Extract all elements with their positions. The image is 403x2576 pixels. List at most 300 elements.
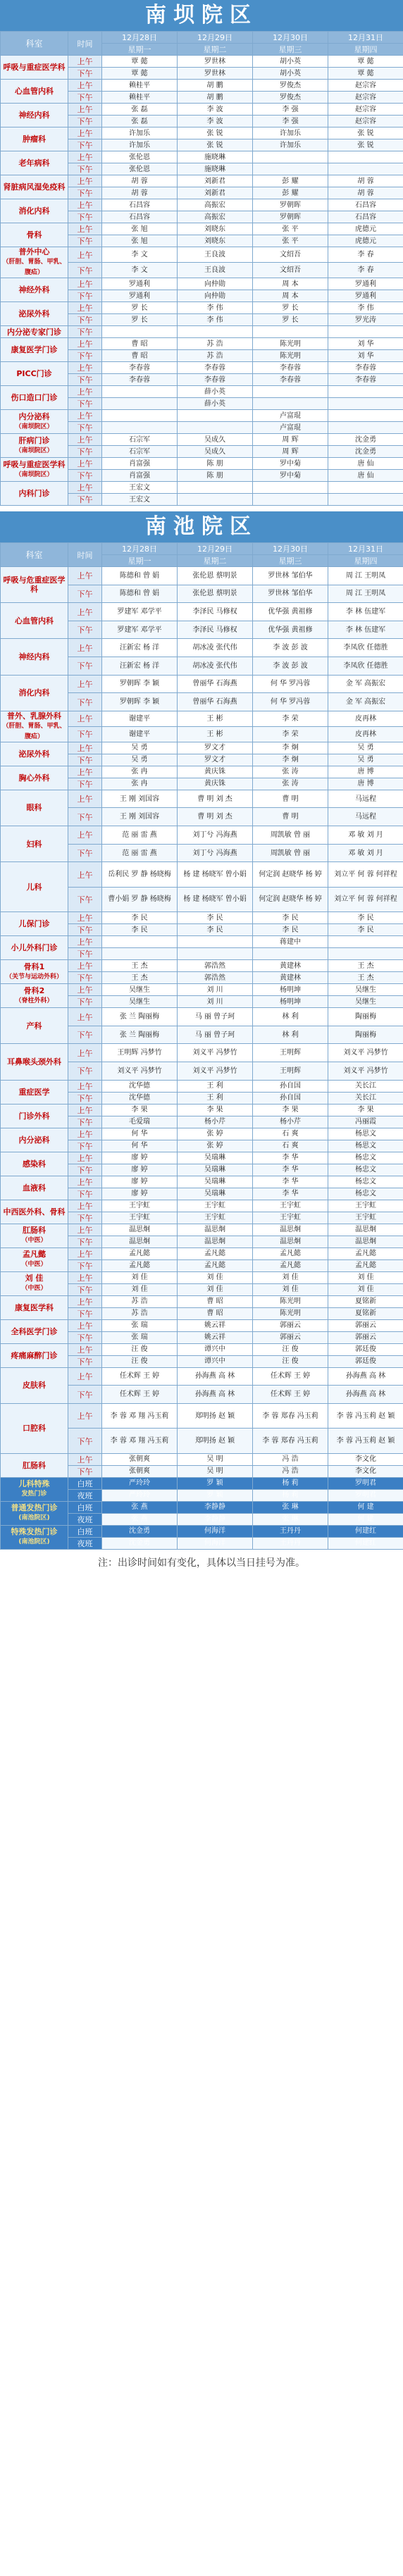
doctor-cell: 罗文才 [178, 742, 253, 754]
doctor-cell: 周 本 [253, 278, 328, 290]
doctor-cell: 孟凡懿 [328, 1247, 403, 1259]
doctor-cell: 王 利 [178, 1092, 253, 1104]
department-label: 耳鼻喉头颈外科 [7, 1057, 61, 1067]
doctor-cell: 石昌容 [102, 199, 178, 211]
doctor-cell: 冯丽霞 [328, 1116, 403, 1128]
department-label: 神经内科 [18, 652, 50, 662]
department-label: 肿瘤科 [23, 135, 46, 144]
doctor-cell: 严玲玲 [102, 1489, 178, 1501]
doctor-cell [328, 948, 403, 960]
time-slot: 上午 [68, 1200, 102, 1212]
doctor-cell: 薛小英 [178, 386, 253, 398]
date-header: 12月28日 [102, 543, 178, 555]
department-label: 心血管内科 [15, 616, 54, 626]
doctor-cell: 廖 婷 [102, 1152, 178, 1164]
department-name [1, 458, 68, 482]
time-slot: 下午 [68, 1355, 102, 1367]
doctor-cell: 岳利民 罗 静 杨晓梅 [102, 862, 178, 887]
doctor-cell: 李 荣 [253, 711, 328, 726]
time-slot: 上午 [68, 1343, 102, 1355]
doctor-cell: 曹 昭 [102, 350, 178, 362]
department-sublabel: （脊柱外科） [15, 997, 54, 1004]
doctor-cell: 陈光明 [253, 1295, 328, 1307]
doctor-cell [102, 398, 178, 410]
doctor-cell [102, 410, 178, 422]
time-slot: 上午 [68, 1271, 102, 1283]
schedule-row [1, 151, 403, 163]
time-slot: 上午 [68, 1319, 102, 1331]
doctor-cell: 王宏文 [102, 494, 178, 506]
doctor-cell: 优华强 黄祖修 [253, 621, 328, 639]
doctor-cell: 李静静 [178, 1501, 253, 1513]
department-name [1, 984, 68, 1008]
footer-note: 注：出诊时间如有变化，具体以当日挂号为准。 [98, 1557, 305, 1569]
doctor-cell: 刘 佳 [178, 1283, 253, 1295]
time-slot: 下午 [68, 1259, 102, 1271]
time-slot: 上午 [68, 410, 102, 422]
doctor-cell: 彭 耀 [253, 187, 328, 199]
doctor-cell: 张朝爽 [102, 1465, 178, 1477]
doctor-cell: 王 杰 [102, 972, 178, 984]
doctor-cell [328, 151, 403, 163]
doctor-cell: 周 本 [253, 290, 328, 302]
department-name [1, 826, 68, 862]
doctor-cell: 张 锐 [328, 139, 403, 151]
department-sublabel: （南坝院区） [15, 471, 54, 478]
schedule-row [1, 1271, 403, 1283]
doctor-cell: 孟凡懿 [178, 1259, 253, 1271]
doctor-cell: 石昌容 [328, 211, 403, 223]
doctor-cell: 覃 懿 [102, 68, 178, 80]
department-sublabel: （关节与运动外科） [5, 973, 63, 981]
department-sublabel: （中医） [21, 1237, 47, 1245]
doctor-cell [253, 398, 328, 410]
doctor-cell: 温思炯 [178, 1224, 253, 1236]
doctor-cell: 张朝爽 [102, 1453, 178, 1465]
department-label: 呼吸与危重症医学科 [3, 575, 66, 595]
doctor-cell: 罗明君 [328, 1489, 403, 1501]
department-label: 疼痛麻醉门诊 [11, 1350, 58, 1360]
doctor-cell: 王明辉 冯梦竹 [102, 1044, 178, 1062]
schedule-row [1, 104, 403, 116]
doctor-cell: 张 兰 陶丽梅 [102, 1008, 178, 1026]
department-label: 儿科特殊 [18, 1479, 50, 1489]
time-slot: 下午 [68, 1429, 102, 1453]
doctor-cell: 杨忠文 [328, 1152, 403, 1164]
time-slot: 夜班 [68, 1513, 102, 1525]
doctor-cell: 李 民 [102, 912, 178, 924]
schedule-row [1, 1477, 403, 1489]
time-slot: 下午 [68, 924, 102, 936]
doctor-cell: 罗世林 [178, 56, 253, 68]
doctor-cell: 汪 俊 [102, 1343, 178, 1355]
doctor-cell: 薛小英 [178, 398, 253, 410]
doctor-cell: 夏铭新 [328, 1307, 403, 1319]
department-sublabel: （南坝院区） [15, 447, 54, 454]
weekday-header: 星期四 [328, 555, 403, 567]
doctor-cell: 曹 明 刘 杰 [178, 790, 253, 808]
doctor-cell: 李 春 [328, 247, 403, 263]
department-label: 产科 [26, 1021, 42, 1031]
doctor-cell: 杨思文 [328, 1128, 403, 1140]
time-slot: 下午 [68, 211, 102, 223]
doctor-cell: 金 军 高振宏 [328, 693, 403, 711]
time-slot: 白班 [68, 1525, 102, 1537]
department-name [1, 1176, 68, 1200]
time-slot: 下午 [68, 1164, 102, 1176]
doctor-cell: 刘义平 冯梦竹 [328, 1062, 403, 1081]
doctor-cell: 李 果 [328, 1104, 403, 1116]
schedule-row [1, 766, 403, 778]
department-sublabel: （肝胆、胃肠、甲乳、腹疝） [2, 259, 66, 276]
department-name [1, 223, 68, 247]
doctor-cell: 杨思文 [328, 1140, 403, 1152]
date-header: 12月28日 [102, 32, 178, 44]
doctor-cell: 罗朝晖 李 颖 [102, 693, 178, 711]
time-slot: 下午 [68, 621, 102, 639]
department-name [1, 936, 68, 960]
doctor-cell: 沈金勇 [102, 1537, 178, 1549]
doctor-cell: 肖富强 [102, 458, 178, 470]
doctor-cell: 张 冉 [102, 778, 178, 790]
doctor-cell: 曾丽华 石海燕 [178, 693, 253, 711]
doctor-cell [328, 422, 403, 434]
doctor-cell: 刘 佳 [328, 1283, 403, 1295]
time-slot: 上午 [68, 1104, 102, 1116]
department-label: 肛肠科 [23, 1460, 46, 1470]
doctor-cell: 李春蓉 [102, 362, 178, 374]
doctor-cell: 张 燕 [102, 1501, 178, 1513]
doctor-cell: 罗 颖 [178, 1477, 253, 1489]
doctor-cell: 杨明坤 [253, 996, 328, 1008]
doctor-cell: 吴瑞琳 [178, 1188, 253, 1200]
department-label: 中西医外科、骨科 [3, 1207, 66, 1217]
doctor-cell: 何建红 [328, 1525, 403, 1537]
time-slot: 下午 [68, 585, 102, 603]
doctor-cell: 何定润 赵晓华 杨 婷 [253, 887, 328, 911]
doctor-cell: 王 杰 [102, 960, 178, 972]
doctor-cell: 杨 建 杨晓军 曾小娟 [178, 887, 253, 911]
doctor-cell: 李 荣 [253, 726, 328, 742]
doctor-cell: 张伦恩 [102, 163, 178, 175]
doctor-cell [328, 326, 403, 338]
department-name [1, 302, 68, 326]
doctor-cell: 孙海燕 高 林 [178, 1386, 253, 1404]
schedule-row [1, 1080, 403, 1092]
doctor-cell: 张 婷 [178, 1128, 253, 1140]
doctor-cell: 罗朝晖 [253, 211, 328, 223]
doctor-cell: 刘立平 何 蓉 何祥程 [328, 862, 403, 887]
doctor-cell: 张 涛 [253, 766, 328, 778]
time-slot: 下午 [68, 139, 102, 151]
doctor-cell: 罗 颖 [178, 1489, 253, 1501]
weekday-header: 星期四 [328, 44, 403, 56]
doctor-cell: 刘义平 冯梦竹 [178, 1044, 253, 1062]
doctor-cell: 刘新君 [178, 187, 253, 199]
schedule-row [1, 936, 403, 948]
department-name [1, 1367, 68, 1403]
doctor-cell: 李春蓉 [253, 374, 328, 386]
doctor-cell: 张 平 [253, 235, 328, 247]
time-slot: 上午 [68, 362, 102, 374]
time-slot: 下午 [68, 887, 102, 911]
doctor-cell: 孙海燕 高 林 [178, 1367, 253, 1386]
time-slot: 下午 [68, 1026, 102, 1044]
doctor-cell: 罗文才 [178, 754, 253, 766]
doctor-cell: 陶丽梅 [328, 1026, 403, 1044]
department-name [1, 1152, 68, 1176]
doctor-cell: 刘 佳 [328, 1271, 403, 1283]
doctor-cell: 何 建 [328, 1501, 403, 1513]
doctor-cell: 苏 浩 [178, 338, 253, 350]
time-slot: 上午 [68, 247, 102, 263]
time-slot: 下午 [68, 972, 102, 984]
doctor-cell: 刘 佳 [102, 1283, 178, 1295]
time-slot: 上午 [68, 1295, 102, 1307]
department-sublabel: (南池院区) [18, 1514, 50, 1522]
doctor-cell: 王宇虹 [178, 1200, 253, 1212]
doctor-cell [253, 326, 328, 338]
doctor-cell: 唐 仙 [328, 470, 403, 482]
department-name [1, 1501, 68, 1525]
schedule-row [1, 675, 403, 693]
department-label: 妇科 [26, 839, 42, 849]
doctor-cell: 何海洋 [178, 1537, 253, 1549]
department-name [1, 1525, 68, 1549]
doctor-cell: 孟凡懿 [328, 1259, 403, 1271]
time-header: 时间 [68, 32, 102, 56]
doctor-cell: 胡冰凌 张代伟 [178, 657, 253, 676]
schedule-row [1, 1247, 403, 1259]
time-slot: 上午 [68, 434, 102, 446]
doctor-cell [328, 163, 403, 175]
doctor-cell: 孙自国 [253, 1092, 328, 1104]
doctor-cell: 关长江 [328, 1080, 403, 1092]
department-label: 儿保门诊 [18, 919, 50, 929]
department-label: 消化内科 [18, 206, 50, 216]
department-name [1, 790, 68, 826]
doctor-cell: 谢建平 [102, 726, 178, 742]
department-label: 心血管内科 [15, 87, 54, 96]
department-name [1, 175, 68, 199]
doctor-cell: 郑明扬 赵 颖 [178, 1429, 253, 1453]
department-name [1, 960, 68, 984]
campus1-title: 南坝院区 [0, 0, 403, 31]
department-name [1, 104, 68, 127]
doctor-cell: 苏 浩 [102, 1307, 178, 1319]
doctor-cell: 廖 婷 [102, 1164, 178, 1176]
doctor-cell: 陈 朋 [178, 458, 253, 470]
doctor-cell: 赵宗容 [328, 80, 403, 92]
department-label: 骨科1 [23, 962, 45, 971]
date-header: 12月30日 [253, 32, 328, 44]
doctor-cell: 王丹丹 [253, 1525, 328, 1537]
time-slot: 上午 [68, 639, 102, 657]
doctor-cell: 张 磊 [102, 104, 178, 116]
time-slot: 下午 [68, 263, 102, 278]
doctor-cell: 罗光涛 [328, 314, 403, 326]
doctor-cell: 温思炯 [328, 1224, 403, 1236]
time-slot: 下午 [68, 844, 102, 862]
department-label: 康复医学科 [15, 1302, 54, 1312]
time-slot: 上午 [68, 127, 102, 139]
doctor-cell: 李 文 [102, 247, 178, 263]
doctor-cell: 李 伟 [178, 314, 253, 326]
department-label: 骨科2 [23, 985, 45, 995]
doctor-cell [178, 422, 253, 434]
department-name [1, 1453, 68, 1477]
time-slot: 上午 [68, 338, 102, 350]
department-name [1, 1343, 68, 1367]
department-label: 普外中心 [18, 247, 50, 256]
doctor-cell: 陈德和 曾 娟 [102, 585, 178, 603]
doctor-cell: 李 波 [178, 116, 253, 127]
doctor-cell: 张 涛 [253, 778, 328, 790]
schedule-row [1, 1128, 403, 1140]
doctor-cell: 姚云祥 [178, 1331, 253, 1343]
doctor-cell: 曹 明 刘 杰 [178, 808, 253, 826]
time-slot: 下午 [68, 470, 102, 482]
doctor-cell: 夏铭新 [328, 1295, 403, 1307]
doctor-cell: 苏 浩 [178, 350, 253, 362]
doctor-cell: 吴瑞琳 [178, 1164, 253, 1176]
doctor-cell: 向仲勋 [178, 290, 253, 302]
doctor-cell: 石宗军 [102, 434, 178, 446]
doctor-cell [102, 948, 178, 960]
doctor-cell: 李 民 [328, 924, 403, 936]
doctor-cell: 石宗军 [102, 446, 178, 458]
department-name [1, 1044, 68, 1080]
department-name [1, 199, 68, 223]
doctor-cell: 杨 莉 [253, 1489, 328, 1501]
doctor-cell: 温思炯 [253, 1224, 328, 1236]
doctor-cell: 汪 俊 [253, 1355, 328, 1367]
time-slot: 下午 [68, 446, 102, 458]
doctor-cell: 李春蓉 [328, 374, 403, 386]
department-label: 普外、乳腺外科 [7, 711, 61, 721]
doctor-cell: 王宇虹 [253, 1200, 328, 1212]
doctor-cell: 沈金勇 [102, 1525, 178, 1537]
doctor-cell: 赵宗容 [328, 104, 403, 116]
time-slot: 上午 [68, 960, 102, 972]
doctor-cell: 张 锐 [328, 127, 403, 139]
doctor-cell: 刘 华 [328, 338, 403, 350]
doctor-cell [253, 163, 328, 175]
time-slot: 上午 [68, 567, 102, 585]
doctor-cell: 罗俊杰 [253, 80, 328, 92]
doctor-cell: 李 伟 [178, 302, 253, 314]
doctor-cell: 郭廷俊 [328, 1343, 403, 1355]
doctor-cell: 任术辉 王 婷 [102, 1386, 178, 1404]
schedule-row [1, 338, 403, 350]
department-label: 感染科 [23, 1159, 46, 1169]
doctor-cell: 沈华德 [102, 1080, 178, 1092]
doctor-cell: 胡小英 [253, 56, 328, 68]
doctor-cell [178, 936, 253, 948]
doctor-cell: 刘 佳 [102, 1271, 178, 1283]
time-slot: 下午 [68, 494, 102, 506]
schedule-row [1, 362, 403, 374]
department-name [1, 912, 68, 936]
doctor-cell: 石 爽 [253, 1128, 328, 1140]
doctor-cell: 张 燕 [102, 1513, 178, 1525]
doctor-cell: 吴瑞琳 [178, 1176, 253, 1188]
doctor-cell: 周 江 王明凤 [328, 567, 403, 585]
schedule-row [1, 1403, 403, 1428]
department-label: 全科医学门诊 [11, 1326, 58, 1336]
doctor-cell: 金 军 高振宏 [328, 675, 403, 693]
doctor-cell: 覃 懿 [328, 56, 403, 68]
schedule-row [1, 862, 403, 887]
time-slot: 上午 [68, 1247, 102, 1259]
doctor-cell: 沈金勇 [328, 446, 403, 458]
schedule-row [1, 711, 403, 726]
doctor-cell [178, 948, 253, 960]
doctor-cell: 高振宏 [178, 211, 253, 223]
doctor-cell: 刘立平 何 蓉 何祥程 [328, 887, 403, 911]
doctor-cell: 刘 佳 [178, 1271, 253, 1283]
date-header: 12月30日 [253, 543, 328, 555]
department-label: 消化内科 [18, 688, 50, 698]
doctor-cell: 蒋建中 [253, 936, 328, 948]
doctor-cell: 毛爱瑞 [102, 1116, 178, 1128]
doctor-cell: 李 炯 [253, 754, 328, 766]
doctor-cell: 王宏文 [102, 482, 178, 494]
department-label: 内分泌科 [18, 1135, 50, 1145]
doctor-cell: 王 彬 [178, 726, 253, 742]
doctor-cell [253, 494, 328, 506]
department-name [1, 386, 68, 410]
doctor-cell: 李 强 [253, 116, 328, 127]
time-slot: 下午 [68, 1331, 102, 1343]
doctor-cell: 李 民 [253, 912, 328, 924]
doctor-cell: 张 平 [253, 223, 328, 235]
schedule-row [1, 127, 403, 139]
doctor-cell: 刘义平 冯梦竹 [328, 1044, 403, 1062]
doctor-cell: 张伦恩 蔡明景 [178, 585, 253, 603]
date-header: 12月31日 [328, 32, 403, 44]
time-slot: 下午 [68, 290, 102, 302]
doctor-cell: 孙自国 [253, 1080, 328, 1092]
doctor-cell: 李春蓉 [102, 374, 178, 386]
schedule-row [1, 639, 403, 657]
doctor-cell: 温思炯 [328, 1236, 403, 1247]
doctor-cell: 虎德元 [328, 223, 403, 235]
doctor-cell: 李泽民 马修权 [178, 603, 253, 621]
doctor-cell: 孙海燕 高 林 [328, 1386, 403, 1404]
department-name [1, 1224, 68, 1247]
doctor-cell: 罗建军 邓学平 [102, 621, 178, 639]
doctor-cell: 李 蓉 冯玉莉 赵 颖 [328, 1403, 403, 1428]
time-header: 时间 [68, 543, 102, 567]
doctor-cell: 许加乐 [102, 139, 178, 151]
department-name [1, 338, 68, 362]
time-slot: 下午 [68, 326, 102, 338]
doctor-cell: 周凯敏 曾 丽 [253, 844, 328, 862]
doctor-cell: 王 刚 刘国容 [102, 790, 178, 808]
department-sublabel: (南池院区) [18, 1538, 50, 1546]
schedule-row [1, 326, 403, 338]
department-label: 康复医学门诊 [11, 345, 58, 354]
time-slot: 上午 [68, 1008, 102, 1026]
doctor-cell: 皮再林 [328, 726, 403, 742]
doctor-cell: 何海洋 [178, 1525, 253, 1537]
department-name [1, 80, 68, 104]
doctor-cell [328, 410, 403, 422]
doctor-cell: 周凯敏 曾 丽 [253, 826, 328, 845]
dept-header: 科室 [1, 543, 68, 567]
doctor-cell: 罗通利 [328, 290, 403, 302]
